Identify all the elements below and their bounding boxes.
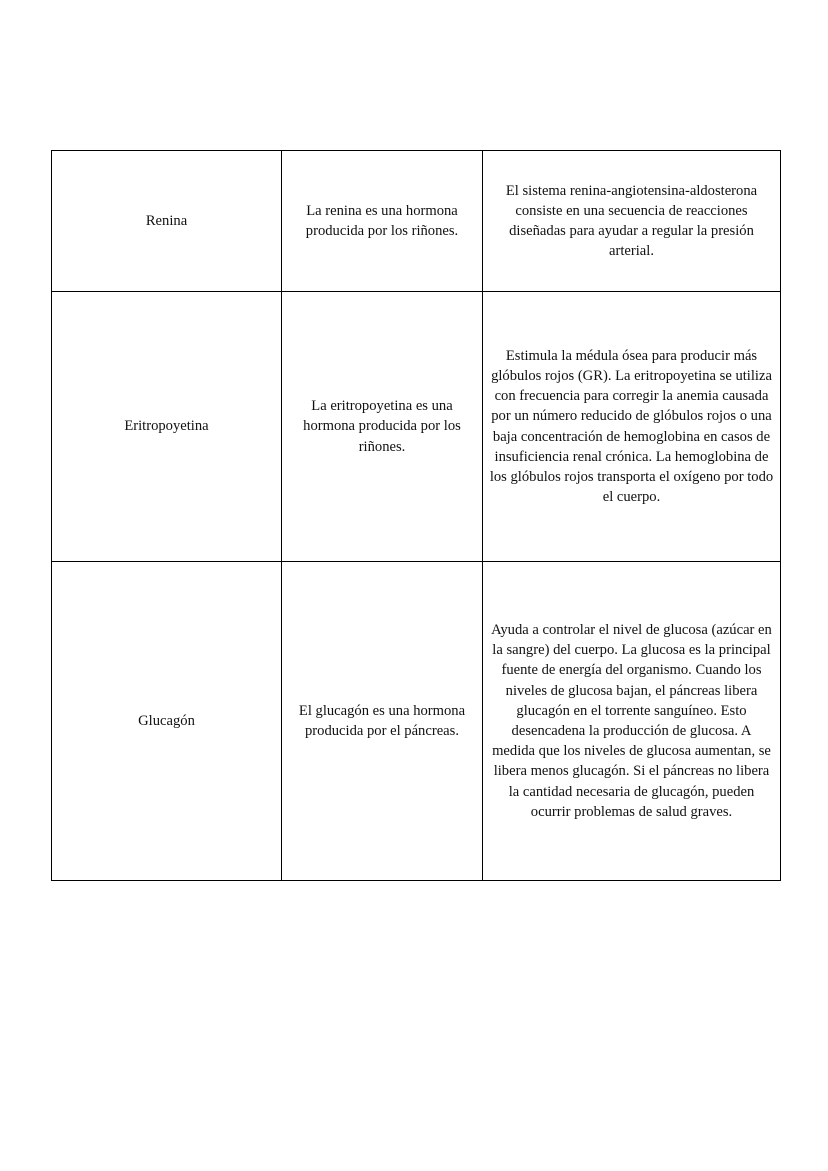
hormone-function: Ayuda a controlar el nivel de glucosa (azúcar en la sangre) del cuerpo. La glucosa es la principal fuente de energía del organismo. Cuando los niveles de glucosa bajan, el páncreas libera glucagón en el torrente sanguíneo. Esto desencadena la producción de glucosa. A medida que los niveles de glucosa aumentan, se libera menos glucagón. Si el páncreas no libera la cantidad necesaria de glucagón, pueden ocurrir problemas de salud graves. bbox=[491, 621, 772, 820]
hormone-definition-cell bbox=[282, 151, 483, 292]
hormone-definition: La renina es una hormona producida por los riñones. bbox=[305, 202, 459, 239]
hormone-definition: El glucagón es una hormona producida por el páncreas. bbox=[298, 702, 466, 739]
table-row bbox=[52, 151, 781, 292]
hormone-function-cell bbox=[483, 292, 781, 562]
hormone-function-cell bbox=[483, 562, 781, 881]
hormone-name: Eritropoyetina bbox=[124, 418, 209, 435]
hormone-function: Estimula la médula ósea para producir más glóbulos rojos (GR). La eritropoyetina se utiliza con frecuencia para corregir la anemia causada por un número reducido de glóbulos rojos o una baja concentración de hemoglobina en casos de insuficiencia renal crónica. La hemoglobina de los glóbulos rojos transporta el oxígeno por todo el cuerpo. bbox=[489, 347, 774, 506]
hormone-name-cell bbox=[52, 151, 282, 292]
table-row bbox=[52, 292, 781, 562]
hormone-name: Glucagón bbox=[138, 712, 195, 729]
hormone-name-cell bbox=[52, 562, 282, 881]
hormone-definition: La eritropoyetina es una hormona producida por los riñones. bbox=[303, 398, 461, 455]
hormone-function: El sistema renina-angiotensina-aldosterona consiste en una secuencia de reacciones diseñadas para ayudar a regular la presión arterial. bbox=[505, 182, 758, 260]
hormone-name-cell bbox=[52, 292, 282, 562]
hormone-definition-cell bbox=[282, 562, 483, 881]
hormone-name: Renina bbox=[145, 212, 188, 229]
hormone-function-cell bbox=[483, 151, 781, 292]
hormone-definition-cell bbox=[282, 292, 483, 562]
hormone-table bbox=[51, 150, 781, 881]
table-row bbox=[52, 562, 781, 881]
